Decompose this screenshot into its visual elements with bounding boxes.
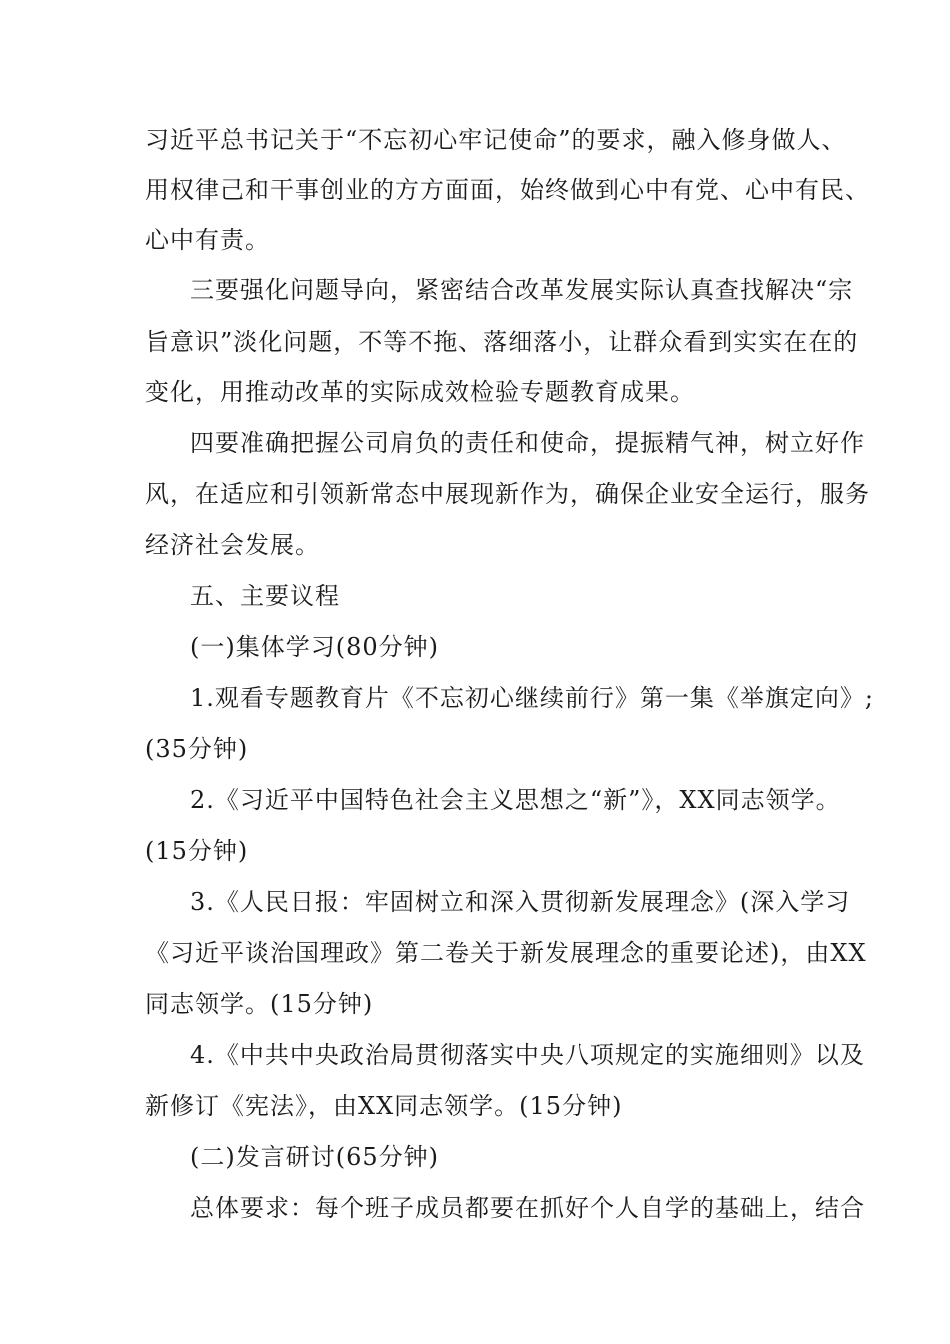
agenda-item-3-line-2: 《习近平谈治国理政》第二卷关于新发展理念的重要论述)，由XX (145, 939, 867, 967)
paragraph-3-line-2: 风，在适应和引领新常态中展现新作为，确保企业安全运行，服务 (145, 480, 870, 508)
subsection-heading-group-study: (一)集体学习(80分钟) (190, 633, 439, 661)
section-heading-agenda: 五、主要议程 (190, 582, 340, 610)
paragraph-2-line-1: 三要强化问题导向，紧密结合改革发展实际认真查找解决“宗 (190, 276, 854, 304)
subsection-heading-discussion: (二)发言研讨(65分钟) (190, 1143, 439, 1171)
agenda-item-3-line-3: 同志领学。(15分钟) (145, 990, 374, 1018)
agenda-item-3-line-1: 3.《人民日报：牢固树立和深入贯彻新发展理念》(深入学习 (190, 888, 851, 916)
paragraph-2-line-2: 旨意识”淡化问题，不等不拖、落细落小，让群众看到实实在在的 (145, 328, 859, 356)
paragraph-1-line-2: 用权律己和干事创业的方方面面，始终做到心中有党、心中有民、 (145, 176, 870, 204)
agenda-item-1-line-2: (35分钟) (145, 735, 249, 763)
general-requirements-line-1: 总体要求：每个班子成员都要在抓好个人自学的基础上，结合 (190, 1194, 865, 1222)
paragraph-1-line-3: 心中有责。 (145, 226, 270, 254)
agenda-item-4-line-2: 新修订《宪法》，由XX同志领学。(15分钟) (145, 1092, 623, 1120)
agenda-item-2-line-2: (15分钟) (145, 837, 249, 865)
paragraph-3-line-3: 经济社会发展。 (145, 531, 320, 559)
agenda-item-1-line-1: 1.观看专题教育片《不忘初心继续前行》第一集《举旗定向》; (190, 684, 874, 712)
agenda-item-2-line-1: 2.《习近平中国特色社会主义思想之“新”》，XX同志领学。 (190, 786, 841, 814)
paragraph-2-line-3: 变化，用推动改革的实际成效检验专题教育成果。 (145, 378, 695, 406)
agenda-item-4-line-1: 4.《中共中央政治局贯彻落实中央八项规定的实施细则》以及 (190, 1041, 865, 1069)
paragraph-3-line-1: 四要准确把握公司肩负的责任和使命，提振精气神，树立好作 (190, 429, 865, 457)
paragraph-1-line-1: 习近平总书记关于“不忘初心牢记使命”的要求，融入修身做人、 (145, 126, 847, 154)
